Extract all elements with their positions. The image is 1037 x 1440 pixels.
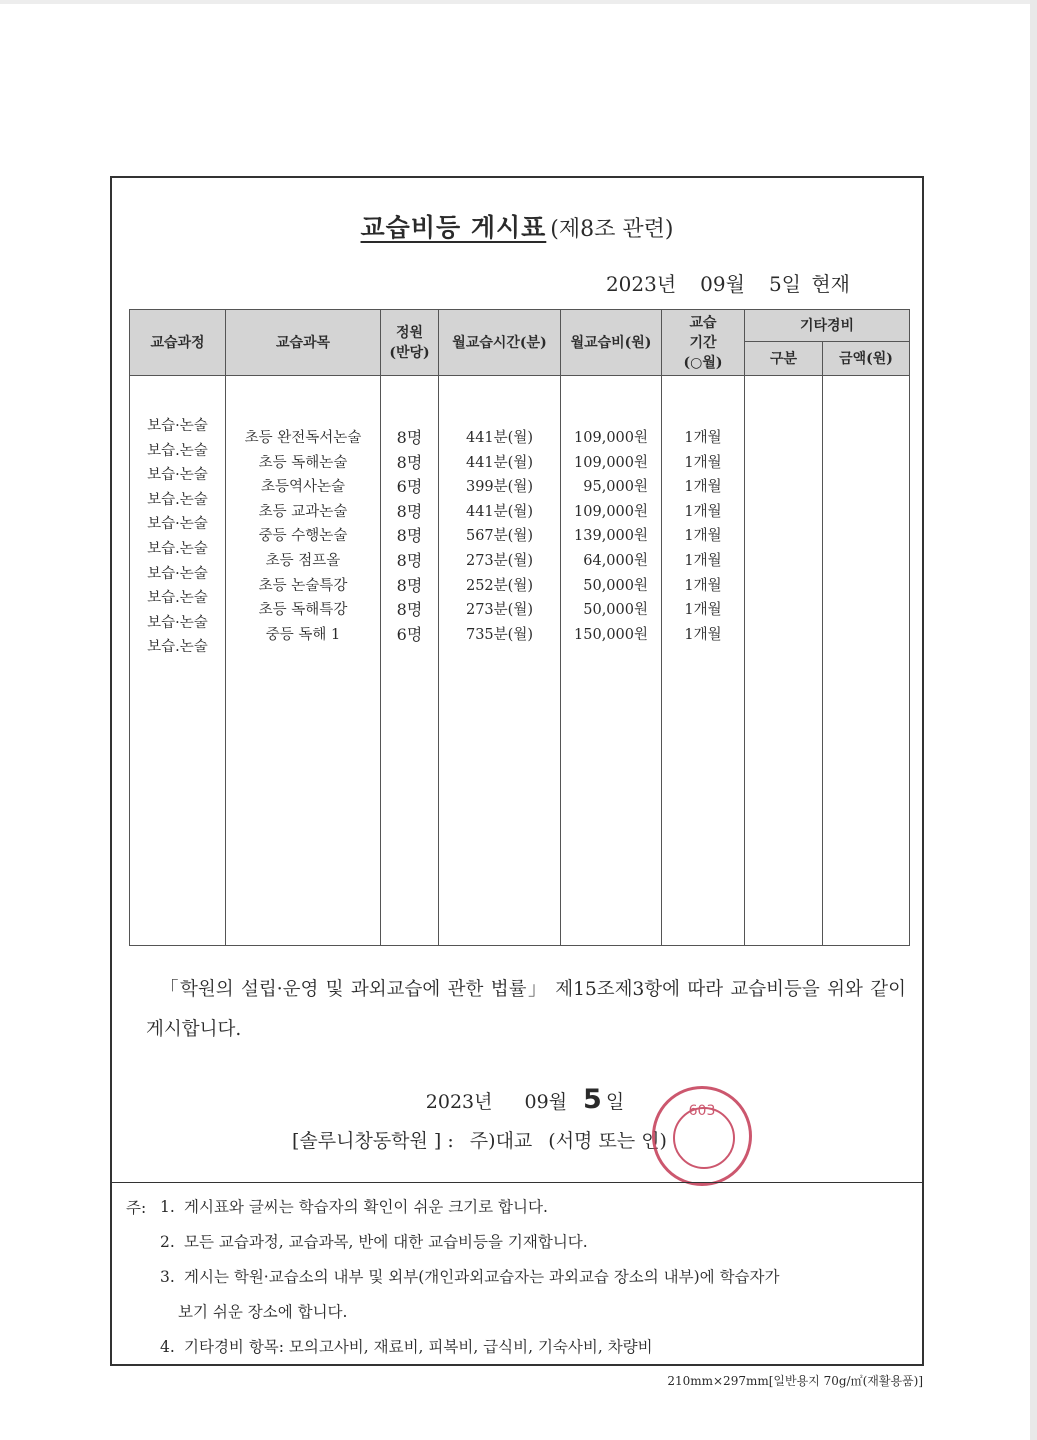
fee-cell: 64,000원 — [583, 552, 648, 569]
fee-table — [129, 309, 910, 946]
capacity-cell: 8명 — [396, 550, 423, 570]
course-cell: 보습·논술 — [147, 614, 208, 631]
note-text-continued: 보기 쉬운 장소에 합니다. — [178, 1303, 348, 1321]
period-cell: 1개월 — [684, 430, 722, 446]
period-cell: 1개월 — [684, 479, 722, 496]
header-other: 기타경비 — [745, 310, 910, 342]
subject-cell: 초등 독해특강 — [258, 602, 348, 619]
academy-name: [솔루니창동학원 ] : — [292, 1130, 454, 1152]
paper-edge — [0, 0, 1037, 4]
subject-cell: 초등 점프올 — [265, 552, 341, 569]
document-title — [112, 208, 922, 244]
course-cell: 보습·논술 — [147, 418, 208, 434]
time-cell: 399분(월) — [465, 479, 533, 496]
time-cell: 252분(월) — [465, 577, 533, 594]
header-other-type: 구분 — [745, 342, 823, 376]
subject-column — [226, 376, 381, 946]
capacity-cell: 6명 — [396, 477, 423, 497]
signature-label: (서명 또는 인) — [548, 1130, 667, 1152]
header-period — [662, 310, 745, 376]
fee-cell: 95,000원 — [583, 479, 648, 496]
note-item — [160, 1260, 916, 1330]
subject-cell: 중등 독해 1 — [265, 626, 341, 643]
note-text: 모든 교습과정, 교습과목, 반에 대한 교습비등을 기재합니다. — [184, 1233, 588, 1251]
header-course: 교습과정 — [130, 310, 226, 376]
period-cell: 1개월 — [684, 552, 722, 569]
fee-cell: 109,000원 — [574, 503, 648, 520]
header-capacity-line1: 정원 — [395, 324, 424, 341]
period-cell: 1개월 — [684, 626, 722, 643]
other-type-column — [745, 376, 823, 946]
capacity-cell: 6명 — [396, 624, 423, 644]
posting-day: 5일 현재 — [768, 272, 850, 296]
fee-cell: 50,000원 — [583, 602, 648, 619]
capacity-cell: 8명 — [396, 501, 423, 521]
header-period-line1: 교습 — [689, 314, 717, 331]
capacity-cell: 8명 — [396, 452, 423, 472]
note-number: 1. — [160, 1198, 175, 1216]
period-cell: 1개월 — [684, 454, 722, 471]
header-subject: 교습과목 — [226, 310, 381, 376]
sign-year: 2023년 — [425, 1091, 493, 1113]
course-cell: 보습.논술 — [147, 540, 208, 557]
note-text: 게시는 학원·교습소의 내부 및 외부(개인과외교습자는 과외교습 장소의 내부)에 학습자가 — [184, 1268, 780, 1286]
capacity-cell: 8명 — [396, 428, 423, 447]
course-cell: 보습.논술 — [147, 442, 208, 459]
sign-month: 09월 — [524, 1091, 568, 1113]
subject-cell: 초등 교과논술 — [258, 503, 348, 520]
course-cell: 보습·논술 — [147, 516, 208, 533]
fee-cell: 139,000원 — [574, 528, 648, 545]
capacity-cell: 8명 — [396, 600, 423, 620]
posting-date — [606, 268, 850, 297]
period-cell: 1개월 — [684, 503, 722, 520]
course-cell: 보습·논술 — [147, 565, 208, 582]
official-seal — [652, 1086, 752, 1186]
sign-day-handwritten: 5 — [583, 1084, 602, 1115]
time-cell: 441분(월) — [465, 454, 533, 471]
time-cell: 735분(월) — [465, 626, 533, 643]
header-other-amount: 금액(원) — [823, 342, 910, 376]
capacity-column — [381, 376, 439, 946]
note-item — [160, 1225, 916, 1260]
note-number: 4. — [160, 1338, 175, 1356]
course-cell: 보습·논술 — [147, 467, 208, 484]
header-fee: 월교습비(원) — [561, 310, 662, 376]
title-main: 교습비등 게시표 — [360, 213, 547, 242]
period-column — [662, 376, 745, 946]
note-number: 3. — [160, 1268, 175, 1286]
signer-line — [292, 1126, 683, 1153]
time-column — [439, 376, 561, 946]
course-cell: 보습.논술 — [147, 491, 208, 508]
title-sub: (제8조 관련) — [550, 217, 674, 242]
paper-edge — [1030, 0, 1037, 1440]
header-capacity-line2: (반당) — [389, 344, 430, 361]
subject-cell: 초등 완전독서논술 — [244, 430, 362, 446]
note-number: 2. — [160, 1233, 175, 1251]
seal-number: 603 — [688, 1103, 716, 1119]
subject-cell: 초등 논술특강 — [258, 577, 348, 594]
sign-day-unit: 일 — [605, 1091, 625, 1113]
time-cell: 441분(월) — [465, 503, 533, 520]
representative: 주)대교 — [469, 1130, 533, 1152]
course-cell: 보습.논술 — [147, 590, 208, 607]
note-text: 게시표와 글씨는 학습자의 확인이 쉬운 크기로 합니다. — [184, 1198, 548, 1216]
header-capacity — [381, 310, 439, 376]
note-item — [160, 1190, 916, 1225]
fee-cell: 50,000원 — [583, 577, 648, 594]
posting-month: 09월 — [700, 272, 745, 296]
time-cell: 273분(월) — [465, 552, 533, 569]
time-cell: 273분(월) — [465, 602, 533, 619]
capacity-cell: 8명 — [396, 575, 423, 595]
fee-cell: 109,000원 — [574, 454, 648, 471]
sign-date — [112, 1084, 922, 1115]
notes-divider — [112, 1182, 922, 1183]
other-amount-column — [823, 376, 910, 946]
notes-section — [126, 1190, 916, 1365]
header-period-line3: (○월) — [683, 354, 723, 371]
notes-prefix: 주: — [126, 1199, 147, 1217]
capacity-cell: 8명 — [396, 526, 423, 546]
paper-spec-footer: 210mm×297mm[일반용지 70g/㎡(재활용품)] — [667, 1374, 923, 1388]
course-cell: 보습.논술 — [147, 639, 208, 656]
note-item — [160, 1330, 916, 1365]
time-cell: 441분(월) — [465, 430, 533, 446]
course-column — [130, 376, 226, 946]
header-time: 월교습시간(분) — [439, 310, 561, 376]
document-frame — [110, 176, 924, 1366]
fee-cell: 109,000원 — [574, 430, 648, 446]
subject-cell: 중등 수행논술 — [258, 528, 348, 545]
note-text: 기타경비 항목: 모의고사비, 재료비, 피복비, 급식비, 기숙사비, 차량비 — [184, 1338, 653, 1356]
time-cell: 567분(월) — [465, 528, 533, 545]
period-cell: 1개월 — [684, 528, 722, 545]
fee-cell: 150,000원 — [574, 626, 648, 643]
subject-cell: 초등역사논술 — [260, 479, 346, 496]
notes-list — [126, 1190, 916, 1365]
law-statement: 「학원의 설립·운영 및 과외교습에 관한 법률」 제15조제3항에 따라 교습비등을 위와 같이 게시합니다. — [146, 979, 906, 1040]
period-cell: 1개월 — [684, 602, 722, 619]
period-cell: 1개월 — [684, 577, 722, 594]
subject-cell: 초등 독해논술 — [258, 454, 348, 471]
header-period-line2: 기간 — [689, 334, 717, 351]
fee-column — [561, 376, 662, 946]
posting-year: 2023년 — [605, 272, 677, 296]
